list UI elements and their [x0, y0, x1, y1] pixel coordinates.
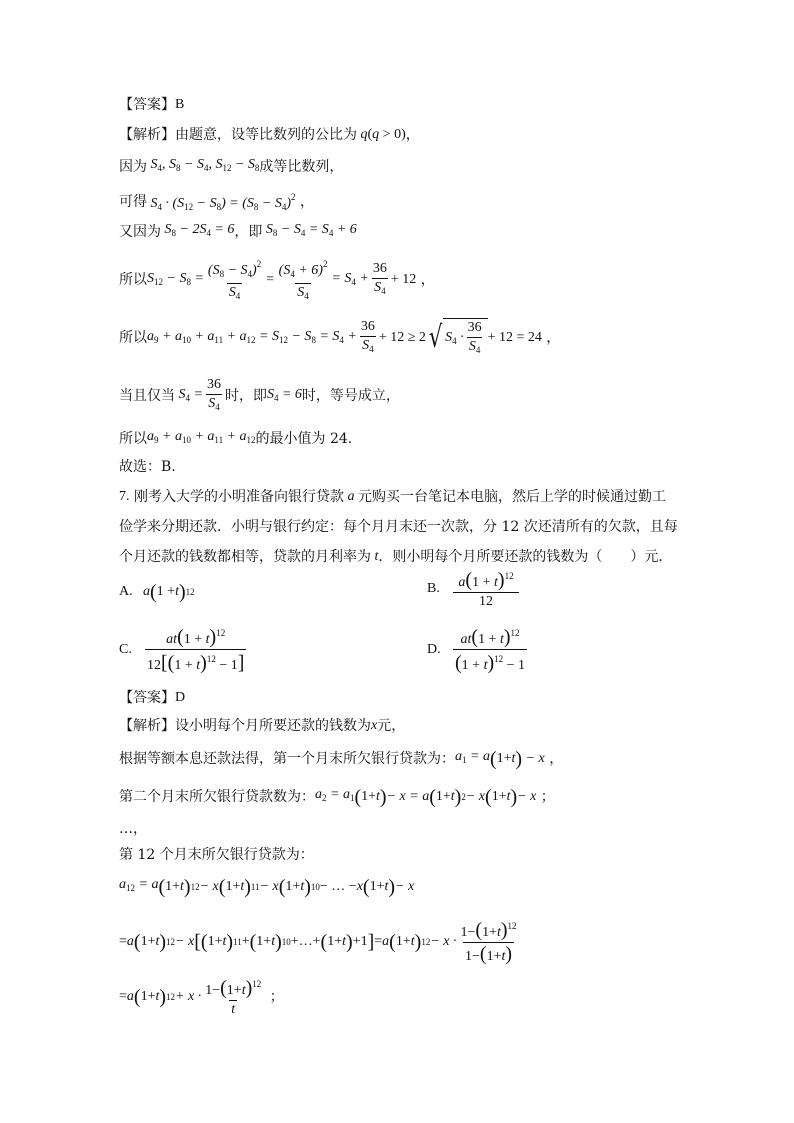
analysis2-text-post: 元，	[377, 718, 406, 734]
ellipsis-text: …，	[119, 821, 147, 837]
analysis-line-equality: 当且仅当 $S_4$ = $\frac{36}{S_4}$ 时，即 $S_4 = 6$ 时，等号成立，	[119, 377, 400, 415]
analysis2-text: 设小明每个月所要还款的钱数为	[175, 718, 371, 734]
option-a[interactable]: A. a ( 1 + t ) 12	[119, 581, 195, 603]
option-c[interactable]: C. $\frac{at(1 + t)^{12}}{12[(1 + t)^{12} - 1]}$	[119, 626, 245, 674]
analysis-choose	[119, 458, 176, 476]
analysis-intro-1: 【解析】 由题意，设等比数列的公比为 q ( q > 0) ，	[119, 127, 420, 143]
q7-text-1b: 元购买一台笔记本电脑，然后上学的时候通过勤工	[357, 489, 666, 505]
analysis2-line-1: 根据等额本息还款法得，第一个月末所欠银行贷款为： $a_1 = a$ ( 1+ t ) − x ，	[119, 747, 564, 770]
q7-line-3: 个月还款的钱数都相等，贷款的月利率为 t ．则小明每个月所要还款的钱数为（ ）元．	[119, 549, 673, 565]
q7-text-2: 俭学来分期还款．小明与银行约定：每个月月末还一次款，分 12 次还清所有的欠款，且每	[119, 519, 678, 535]
text-iff: 当且仅当	[119, 388, 175, 404]
formula-a12-2: = a ( 1+ t ) 12 − x [ ( 1+ t ) 11 + ( 1+ t ) 10 +…+ ( 1+ t ) +1 ] = a ( 1+ t ) 12 − x · $\frac{1-(1+t)^{12}}{1-(1+t)}$	[119, 919, 517, 965]
answer-label: 【答案】	[119, 97, 175, 113]
text-choose: 故选：B.	[119, 459, 176, 475]
q7-line-1: 7. 刚考入大学的小明准备向银行贷款 a 元购买一台笔记本电脑，然后上学的时候通过勤工	[119, 489, 666, 505]
q7-text-3: 个月还款的钱数都相等，贷款的月利率为	[119, 549, 371, 565]
analysis-text: 由题意，设等比数列的公比为	[175, 127, 357, 143]
analysis2-text-1: 根据等额本息还款法得，第一个月末所欠银行贷款为：	[119, 750, 455, 767]
question-number: 7.	[119, 489, 130, 504]
text-also: 又因为	[119, 223, 161, 240]
answer2-label: 【答案】	[119, 690, 175, 706]
analysis-line-given: 又因为 $S_8 - 2S_4 = 6$ ，即 $S_8 - S_4 = S_4 + 6$	[119, 222, 357, 240]
q7-line-2	[119, 518, 678, 536]
answer-line-1	[119, 96, 184, 114]
answer2-value: D	[175, 690, 186, 705]
text-so-3: 所以	[119, 430, 147, 447]
analysis-line-geo: 因为 $S_4$, $S_8 - S_4$, $S_{12} - S_8$ 成等比数列，	[119, 157, 344, 175]
q7-text-3b: ．则小明每个月所要还款的钱数为（ ）元．	[378, 549, 673, 565]
analysis2-text-2: 第二个月末所欠银行贷款数为：	[119, 788, 315, 805]
text-when: 时，即	[224, 388, 267, 404]
text-equal-holds: 时，等号成立，	[301, 388, 400, 404]
option-b[interactable]: B. $\frac{a(1 + t)^{12}}{12}$	[427, 568, 521, 610]
analysis2-line-2: 第二个月末所欠银行贷款数为： $a_2 = a_1$ ( 1+ t ) − x = a ( 1+ t ) 2 − x ( 1+ t ) − x ；	[119, 785, 555, 808]
analysis-line-min: 所以 $a_9 + a_{10} + a_{11} + a_{12}$ 的最小值为 24.	[119, 429, 353, 447]
analysis2-text-4: 第 12 个月末所欠银行贷款为：	[119, 847, 314, 863]
text-so-2: 所以	[119, 330, 147, 346]
text-because: 因为	[119, 158, 147, 175]
analysis2-line-4	[119, 846, 314, 864]
text-geo-seq: 成等比数列，	[259, 158, 344, 175]
analysis2-label: 【解析】	[119, 718, 175, 734]
answer-value: B	[175, 97, 185, 112]
analysis-line-product: 可得 $S_4 \cdot (S_{12} - S_8) = (S_8 - S_4)^2$ ，	[119, 192, 314, 212]
text-get: 可得	[119, 194, 147, 210]
answer-line-2	[119, 689, 185, 707]
analysis-label: 【解析】	[119, 127, 175, 143]
option-b-label: B.	[427, 581, 440, 596]
analysis2-intro: 【解析】 设小明每个月所要还款的钱数为 x 元，	[119, 718, 406, 734]
formula-a12-3: = a ( 1+ t ) 12 + x · $\frac{1-(1+t)^{12}}{t}$ ；	[119, 977, 284, 1017]
text-ie: ，即	[234, 223, 263, 240]
analysis2-dots	[119, 820, 147, 838]
option-a-label: A.	[119, 584, 133, 599]
text-so: 所以	[119, 272, 147, 288]
formula-a12-1: $a_{12} = a$ ( 1+ t ) 12 − x ( 1+ t ) 11 − x ( 1+ t ) 10 − … − x ( 1+ t ) − x	[119, 875, 415, 898]
option-d[interactable]: D. $\frac{at(1 + t)^{12}}{(1 + t)^{12} - 1}$	[427, 626, 526, 674]
q7-text-1: 刚考入大学的小明准备向银行贷款	[133, 489, 344, 505]
analysis-line-sum: 所以 $a_9 + a_{10} + a_{11} + a_{12} = S_{12} - S_8 = S_4$ + $\frac{36}{S_4}$ + 12 ≥ 2 √ $S_4$ · $\frac{36}{S_4}$ + 12 = 24 ，	[119, 318, 560, 358]
option-c-label: C.	[119, 641, 132, 657]
option-d-label: D.	[427, 641, 441, 657]
text-min-value: 的最小值为 24.	[255, 430, 353, 447]
analysis-line-s12: 所以 $S_{12} - S_8$ = $\frac{(S_8 - S_4)^2}{S_4}$ = $\frac{(S_4 + 6)^2}{S_4}$ = $S_4$ + $\frac{36}{S_4}$ + 12 ，	[119, 256, 435, 304]
